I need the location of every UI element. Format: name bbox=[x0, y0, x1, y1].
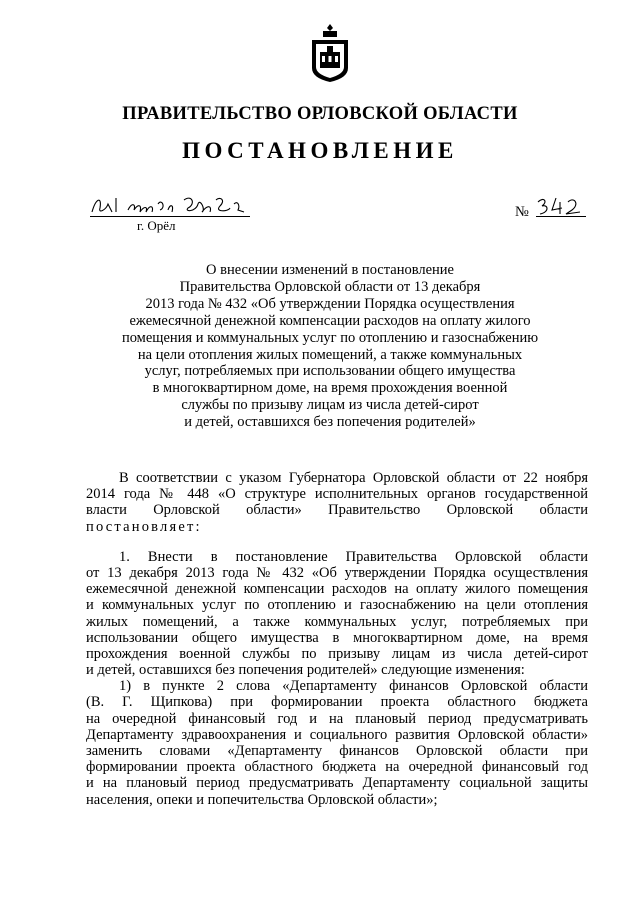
coat-of-arms-icon bbox=[310, 22, 350, 84]
document-body bbox=[86, 470, 588, 822]
preamble-paragraph: В соответствии с указом Губернатора Орловской области от 22 ноября 2014 года № 448 «О структуре исполнительных органов государственной власти Орловской области» Правительство Орловской области постановляет: bbox=[86, 470, 588, 535]
document-title: О внесении изменений в постановление Правительства Орловской области от 13 декабря 2013 года № 432 «Об утверждении Порядка осуществления ежемесячной денежной компенсации расходов на оплату жилого помещения и коммунальных услуг по отоплению и газоснабжению на цели отопления жилых помещений, а также коммунальных услуг, потребляемых при использовании общего имущества в многоквартирном доме, на время прохождения военной службы по призыву лицам из числа детей-сирот и детей, оставшихся без попечения родителей» bbox=[121, 262, 539, 431]
handwritten-date bbox=[88, 190, 258, 220]
number-label: № bbox=[515, 204, 529, 220]
city: г. Орёл bbox=[137, 218, 176, 233]
organization-name: ПРАВИТЕЛЬСТВО ОРЛОВСКОЙ ОБЛАСТИ bbox=[122, 104, 518, 124]
document-type-title: ПОСТАНОВЛЕНИЕ bbox=[182, 138, 458, 163]
subitem-1-paragraph: 1) в пункте 2 слова «Департаменту финансов Орловской области (В. Г. Щипкова) при формировании проекта областного бюджета на очередной финансовый год и на плановый период предусматривать Департаменту здравоохранения и социального развития Орловской области» заменить словами «Департаменту финансов Орловской области при формировании проекта областного бюджета на очередной финансовый год и на плановый период предусматривать Департаменту социальной защиты населения, опеки и попечительства Орловской области»; bbox=[86, 678, 588, 808]
item-1-paragraph: 1. Внести в постановление Правительства Орловской области от 13 декабря 2013 года № 432 «Об утверждении Порядка осуществления ежемесячной денежной компенсации расходов на оплату жилого помещения и коммунальных услуг по отоплению и газоснабжению на цели отопления жилых помещений, а также коммунальных услуг, потребляемых при использовании общего имущества в многоквартирном доме, на время прохождения военной службы по призыву лицам из числа детей-сирот и детей, оставшихся без попечения родителей» следующие изменения: bbox=[86, 548, 588, 679]
handwritten-number bbox=[532, 192, 592, 218]
